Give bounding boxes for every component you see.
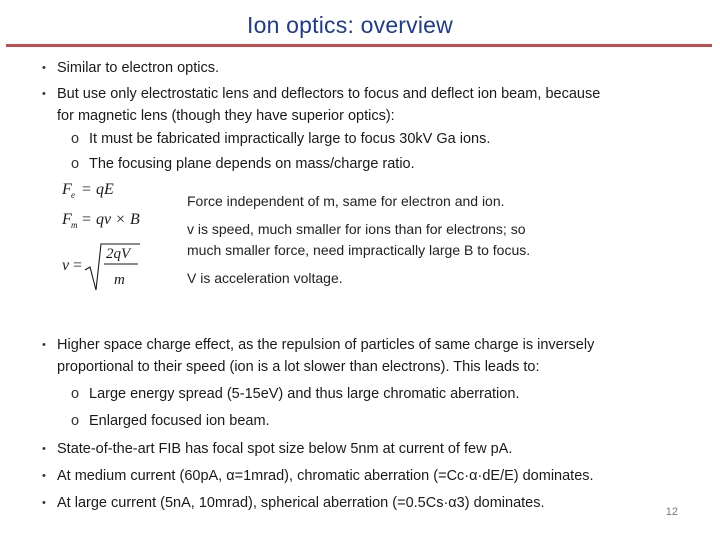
svg-text:m: m bbox=[114, 272, 125, 288]
bullet-space-charge-line2: proportional to their speed (ion is a lot slower than electrons). This leads to: bbox=[57, 359, 540, 375]
bullet-marker: • bbox=[42, 470, 46, 482]
bullet-space-charge-line1: Higher space charge effect, as the repulsion of particles of same charge is inversely bbox=[57, 337, 595, 353]
sub-focusing-plane: The focusing plane depends on mass/charge ratio. bbox=[89, 156, 415, 172]
bullet-marker: • bbox=[42, 497, 46, 509]
svg-text:v: v bbox=[62, 257, 70, 274]
lorentz-force-formulas bbox=[58, 178, 158, 296]
sub-enlarged-beam: Enlarged focused ion beam. bbox=[89, 413, 270, 429]
sub-marker: o bbox=[71, 156, 80, 172]
sub-impractically-large: It must be fabricated impractically large to focus 30kV Ga ions. bbox=[89, 131, 491, 147]
sub-marker: o bbox=[71, 386, 80, 402]
bullet-medium-current: At medium current (60pA, α=1mrad), chromatic aberration (=Cc·α·dE/E) dominates. bbox=[57, 468, 594, 484]
note-speed-line1: v is speed, much smaller for ions than for electrons; so bbox=[187, 221, 526, 237]
svg-text:m: m bbox=[71, 220, 78, 230]
note-speed-line2: much smaller force, need impractically large B to focus. bbox=[187, 242, 531, 258]
bullet-electrostatic-line2: for magnetic lens (though they have superior optics): bbox=[57, 108, 395, 124]
sub-marker: o bbox=[71, 413, 80, 429]
title-divider bbox=[6, 44, 712, 47]
bullet-large-current: At large current (5nA, 10mrad), spherical aberration (=0.5Cs·α3) dominates. bbox=[57, 495, 545, 511]
svg-text:2qV: 2qV bbox=[106, 246, 131, 262]
sub-marker: o bbox=[71, 131, 80, 147]
svg-text:qE: qE bbox=[96, 181, 114, 198]
sub-energy-spread: Large energy spread (5-15eV) and thus large chromatic aberration. bbox=[89, 386, 520, 402]
svg-text:B: B bbox=[130, 211, 140, 228]
bullet-marker: • bbox=[42, 88, 46, 100]
bullet-fib-spot-size: State-of-the-art FIB has focal spot size below 5nm at current of few pA. bbox=[57, 441, 513, 457]
svg-text:qv: qv bbox=[96, 211, 112, 228]
page-number: 12 bbox=[665, 506, 678, 518]
bullet-marker: • bbox=[42, 339, 46, 351]
note-force-independent: Force independent of m, same for electron and ion. bbox=[187, 193, 505, 209]
slide-title: Ion optics: overview bbox=[247, 12, 453, 38]
svg-text:=: = bbox=[82, 181, 92, 198]
bullet-marker: • bbox=[42, 62, 46, 74]
svg-text:=: = bbox=[73, 257, 83, 274]
note-acceleration-voltage: V is acceleration voltage. bbox=[187, 270, 343, 286]
svg-text:F: F bbox=[62, 181, 72, 198]
svg-text:F: F bbox=[62, 211, 72, 228]
bullet-marker: • bbox=[42, 443, 46, 455]
svg-text:e: e bbox=[71, 190, 75, 200]
svg-text:×: × bbox=[116, 211, 126, 228]
bullet-electrostatic-line1: But use only electrostatic lens and deflectors to focus and deflect ion beam, because bbox=[57, 86, 601, 102]
bullet-similar: Similar to electron optics. bbox=[57, 60, 219, 76]
svg-text:=: = bbox=[82, 211, 92, 228]
